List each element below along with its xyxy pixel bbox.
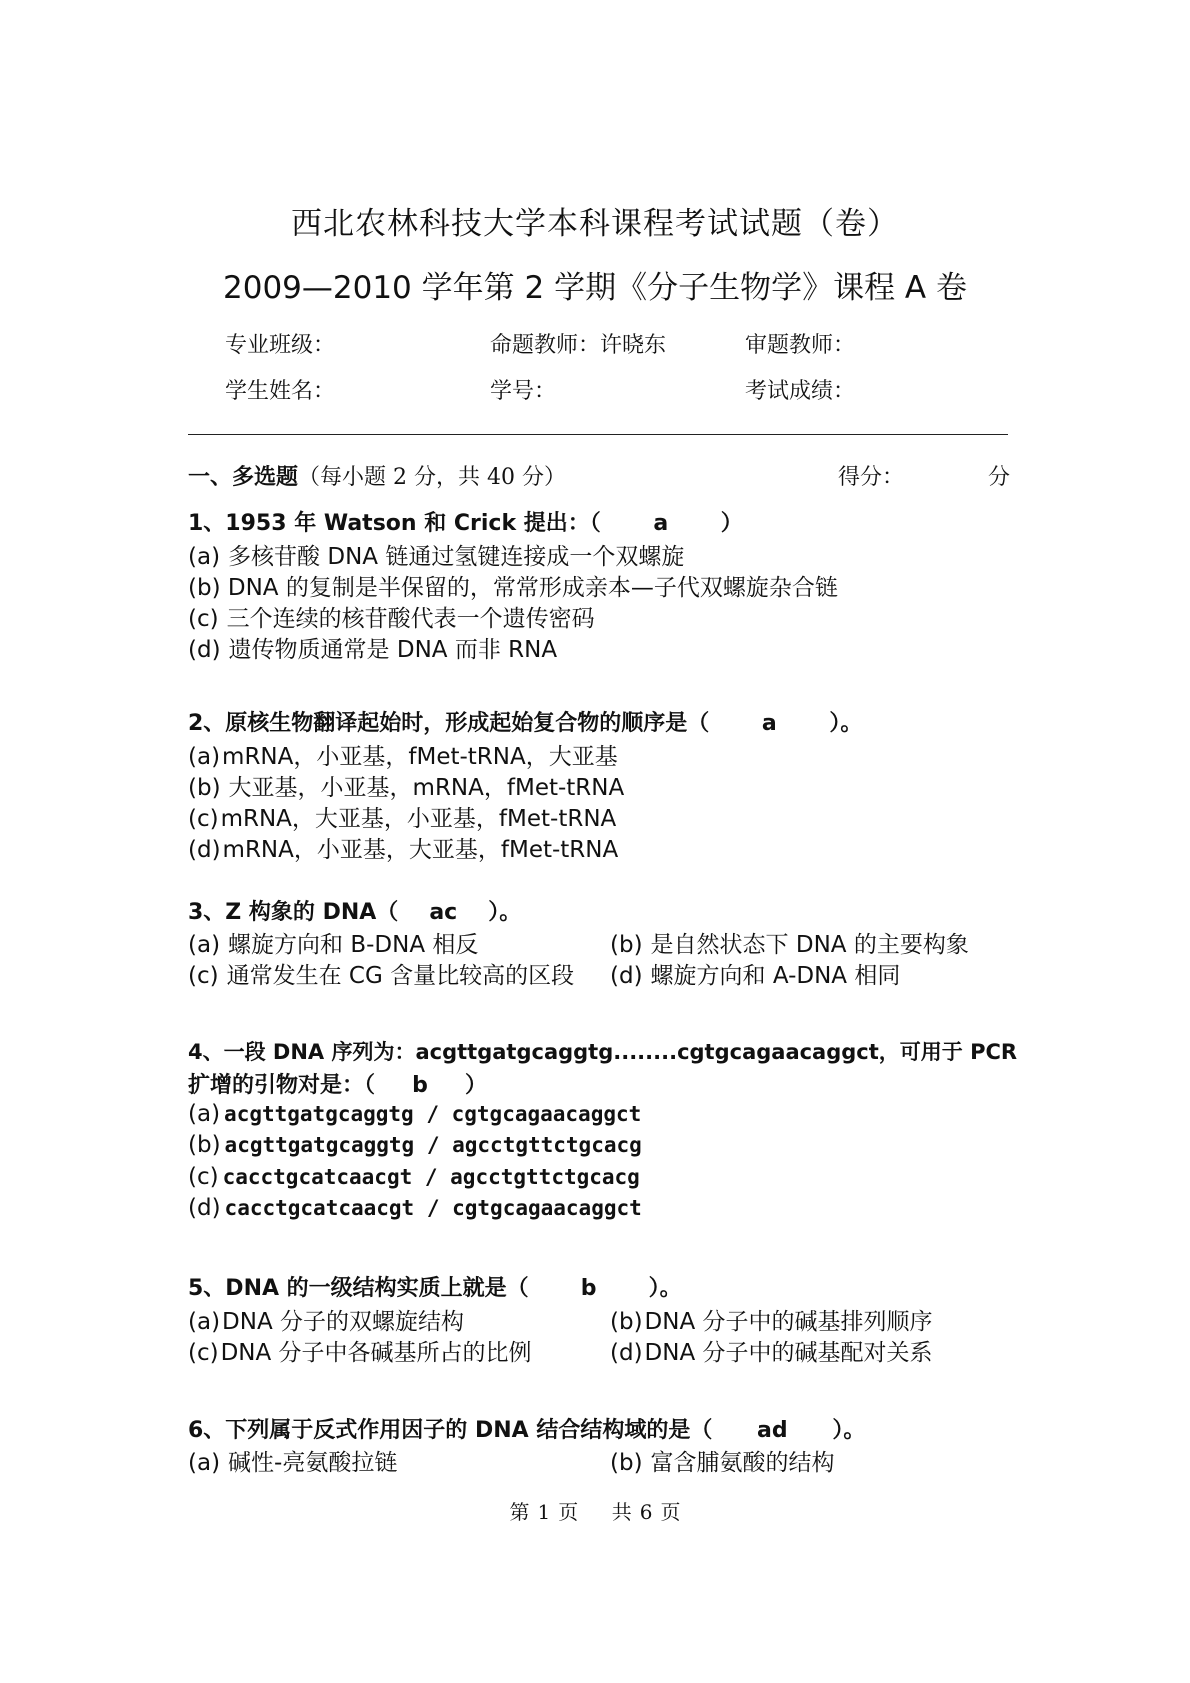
- question-stem: 1、1953 年 Watson 和 Crick 提出：（: [188, 511, 601, 536]
- question-5-stem: [188, 1271, 682, 1302]
- option-label: (b): [188, 575, 221, 601]
- option-label: (a): [188, 544, 221, 570]
- question-4-option-c: [188, 1164, 640, 1190]
- question-2-option-d: [188, 831, 618, 864]
- question-answer: a: [761, 711, 777, 736]
- question-5-option-b: [610, 1303, 933, 1336]
- question-6-option-a: [188, 1444, 397, 1477]
- question-5-option-a: [188, 1303, 464, 1336]
- question-close: ）: [720, 511, 743, 536]
- option-text: acgttgatgcaggtg / cgtgcagaacaggct: [224, 1102, 642, 1126]
- option-text: cacctgcatcaacgt / cgtgcagaacaggct: [224, 1196, 642, 1220]
- option-text: DNA 分子中的碱基配对关系: [644, 1340, 933, 1366]
- option-text: mRNA，大亚基，小亚基，fMet-tRNA: [220, 806, 617, 832]
- option-text: mRNA，小亚基，大亚基，fMet-tRNA: [222, 837, 619, 863]
- question-4-option-b: [188, 1132, 642, 1158]
- question-close: ）: [465, 1073, 488, 1098]
- option-label: (b): [610, 1450, 643, 1476]
- option-label: (c): [188, 963, 219, 989]
- section-score-unit: 分: [988, 465, 1011, 490]
- question-3-option-d: [610, 957, 900, 990]
- question-1-option-c: [188, 600, 595, 633]
- question-2-stem: [188, 706, 862, 737]
- setter-label: 命题教师：许晓东: [490, 333, 667, 358]
- student-name-label: 学生姓名：: [225, 379, 336, 404]
- option-label: (d): [610, 1340, 643, 1366]
- question-close: ）。: [829, 711, 863, 736]
- option-label: (d): [188, 637, 221, 663]
- option-text: 富含脯氨酸的结构: [650, 1450, 835, 1476]
- exam-title: 西北农林科技大学本科课程考试试题（卷）: [291, 206, 899, 242]
- page-prefix: 第: [509, 1500, 530, 1524]
- option-label: (c): [188, 1164, 219, 1190]
- question-1-option-a: [188, 538, 684, 571]
- exam-score-label: 考试成绩：: [745, 379, 856, 404]
- question-3-option-a: [188, 926, 478, 959]
- option-text: 螺旋方向和 B-DNA 相反: [228, 932, 479, 958]
- question-4-stem: 4、一段 DNA 序列为：acgttgatgcaggtg........cgtgcagaacaggct，可用于 PCR: [188, 1040, 1018, 1064]
- question-close: ）。: [488, 900, 522, 925]
- question-answer: b: [580, 1276, 597, 1301]
- option-text: 通常发生在 CG 含量比较高的区段: [226, 963, 575, 989]
- question-4-option-d: [188, 1195, 642, 1221]
- question-3-option-b: [610, 926, 969, 959]
- question-3-option-c: [188, 957, 574, 990]
- option-text: 大亚基，小亚基，mRNA，fMet-tRNA: [228, 775, 625, 801]
- option-text: 是自然状态下 DNA 的主要构象: [650, 932, 969, 958]
- question-answer: ad: [757, 1418, 788, 1443]
- question-2-option-c: [188, 800, 616, 833]
- option-label: (c): [188, 806, 219, 832]
- option-label: (d): [188, 1195, 221, 1221]
- option-text: 螺旋方向和 A-DNA 相同: [650, 963, 901, 989]
- question-4-option-a: [188, 1101, 641, 1127]
- option-label: (d): [610, 963, 643, 989]
- total-suffix: 页: [660, 1500, 681, 1524]
- option-label: (b): [610, 1309, 643, 1335]
- page-suffix: 页: [558, 1500, 579, 1524]
- option-label: (a): [188, 1101, 221, 1127]
- option-text: DNA 分子的双螺旋结构: [222, 1309, 465, 1335]
- page-number: 1: [537, 1500, 551, 1524]
- question-1-option-b: [188, 569, 838, 602]
- option-label: (a): [188, 1309, 221, 1335]
- section-title: 一、多选题: [188, 465, 299, 490]
- question-close: ）。: [832, 1418, 866, 1443]
- question-1-stem: [188, 506, 743, 537]
- option-label: (b): [188, 1132, 221, 1158]
- question-5-option-c: [188, 1334, 532, 1367]
- option-text: DNA 分子中的碱基排列顺序: [644, 1309, 933, 1335]
- option-label: (a): [188, 1450, 221, 1476]
- question-2-option-b: [188, 769, 624, 802]
- option-label: (b): [610, 932, 643, 958]
- option-label: (c): [188, 1340, 219, 1366]
- section-score-label: 得分：: [838, 465, 905, 490]
- question-answer: a: [653, 511, 669, 536]
- option-text: 多核苷酸 DNA 链通过氢键连接成一个双螺旋: [228, 544, 685, 570]
- option-label: (a): [188, 932, 221, 958]
- exam-subtitle: 2009—2010 学年第 2 学期《分子生物学》课程 A 卷: [223, 270, 967, 306]
- option-label: (d): [188, 837, 221, 863]
- section-heading: [188, 460, 566, 491]
- option-text: mRNA，小亚基，fMet-tRNA，大亚基: [222, 744, 618, 770]
- reviewer-label: 审题教师：: [745, 333, 856, 358]
- question-stem: 3、Z 构象的 DNA（: [188, 900, 399, 925]
- option-text: 三个连续的核苷酸代表一个遗传密码: [226, 606, 595, 632]
- question-answer: b: [412, 1073, 428, 1098]
- option-text: cacctgcatcaacgt / agcctgttctgcacg: [222, 1165, 640, 1189]
- option-text: acgttgatgcaggtg / agcctgttctgcacg: [224, 1133, 642, 1157]
- question-stem: 5、DNA 的一级结构实质上就是（: [188, 1276, 529, 1301]
- section-note: （每小题 2 分，共 40 分）: [298, 465, 566, 490]
- question-stem: 2、原核生物翻译起始时，形成起始复合物的顺序是（: [188, 711, 710, 736]
- option-label: (b): [188, 775, 221, 801]
- option-text: 遗传物质通常是 DNA 而非 RNA: [228, 637, 558, 663]
- question-5-option-d: [610, 1334, 933, 1367]
- question-6-option-b: [610, 1444, 835, 1477]
- student-id-label: 学号：: [490, 379, 557, 404]
- question-2-option-a: [188, 738, 618, 771]
- option-label: (c): [188, 606, 219, 632]
- page-footer: [0, 1496, 1190, 1525]
- total-prefix: 共: [611, 1500, 632, 1524]
- option-text: DNA 的复制是半保留的，常常形成亲本—子代双螺旋杂合链: [227, 575, 838, 601]
- question-1-option-d: [188, 631, 557, 664]
- total-pages: 6: [639, 1500, 653, 1524]
- question-answer: ac: [429, 900, 458, 925]
- question-close: ）。: [648, 1276, 682, 1301]
- option-text: 碱性-亮氨酸拉链: [228, 1450, 398, 1476]
- major-class-label: 专业班级：: [225, 333, 336, 358]
- header-divider: [188, 434, 1008, 435]
- question-4-stem-line2: [188, 1068, 487, 1099]
- question-stem: 6、下列属于反式作用因子的 DNA 结合结构域的是（: [188, 1418, 713, 1443]
- option-text: DNA 分子中各碱基所占的比例: [220, 1340, 532, 1366]
- question-3-stem: [188, 895, 521, 926]
- option-label: (a): [188, 744, 221, 770]
- question-6-stem: [188, 1413, 865, 1444]
- question-stem: 扩增的引物对是：（: [188, 1073, 376, 1098]
